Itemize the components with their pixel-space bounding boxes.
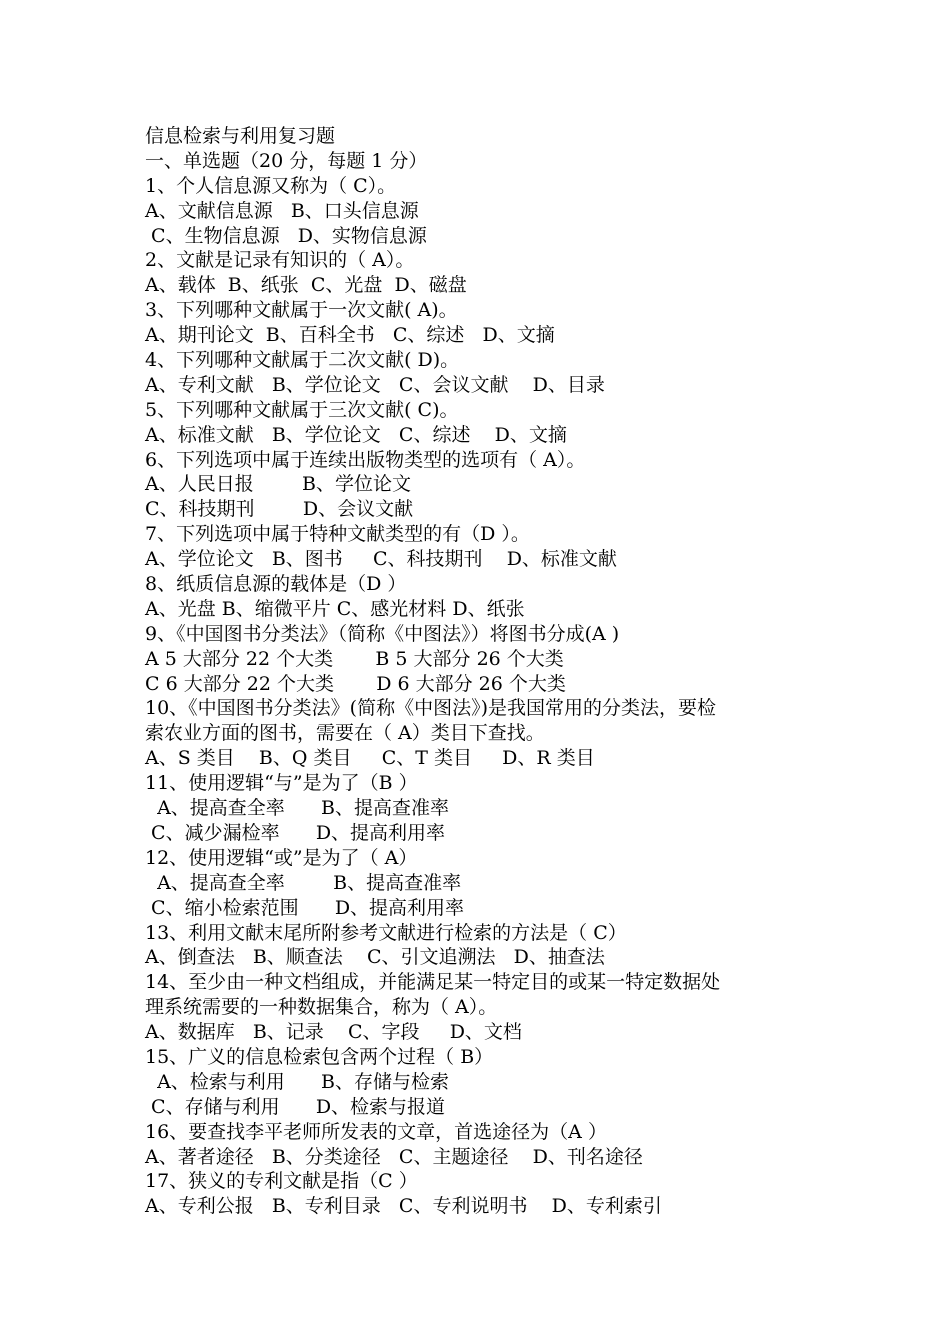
question-2-options: A、载体 B、纸张 C、光盘 D、磁盘 — [145, 274, 467, 297]
question-11-options-c-d: C、减少漏检率 D、提高利用率 — [145, 821, 446, 844]
question-1-options-c-d: C、生物信息源 D、实物信息源 — [145, 224, 427, 247]
question-14-continued: 理系统需要的一种数据集合，称为（ A）。 — [145, 996, 498, 1019]
question-4: 4、下列哪种文献属于二次文献( D)。 — [145, 349, 460, 372]
question-14: 14、至少由一种文档组成，并能满足某一特定目的或某一特定数据处 — [145, 971, 721, 994]
question-1-options-a-b: A、文献信息源 B、口头信息源 — [145, 199, 419, 222]
question-8: 8、纸质信息源的载体是（D ） — [145, 573, 407, 596]
question-5: 5、下列哪种文献属于三次文献( C)。 — [145, 398, 459, 421]
question-12: 12、使用逻辑“或”是为了（ A） — [145, 846, 418, 869]
question-2: 2、文献是记录有知识的（ A）。 — [145, 249, 415, 272]
question-10: 10、《中国图书分类法》(简称《中图法》)是我国常用的分类法，要检 — [145, 697, 717, 720]
question-15: 15、广义的信息检索包含两个过程（ B） — [145, 1045, 494, 1068]
question-7-options: A、学位论文 B、图书 C、科技期刊 D、标准文献 — [145, 548, 617, 571]
question-14-options: A、数据库 B、记录 C、字段 D、文档 — [145, 1021, 522, 1044]
question-13-options: A、倒查法 B、顺查法 C、引文追溯法 D、抽查法 — [145, 946, 605, 969]
section-heading: 一、单选题（20 分，每题 1 分） — [145, 149, 428, 172]
question-9: 9、《中国图书分类法》（简称《中图法》）将图书分成(A ) — [145, 622, 620, 645]
question-17-options: A、专利公报 B、专利目录 C、专利说明书 D、专利索引 — [145, 1195, 662, 1218]
question-3: 3、下列哪种文献属于一次文献( A)。 — [145, 299, 458, 322]
question-15-options-a-b: A、检索与利用 B、存储与检索 — [145, 1070, 450, 1093]
question-11: 11、使用逻辑“与”是为了（B ） — [145, 772, 418, 795]
question-17: 17、狭义的专利文献是指（C ） — [145, 1170, 418, 1193]
question-6: 6、下列选项中属于连续出版物类型的选项有（ A）。 — [145, 448, 586, 471]
question-7: 7、下列选项中属于特种文献类型的有（D ）。 — [145, 523, 530, 546]
question-13: 13、利用文献末尾所附参考文献进行检索的方法是（ C） — [145, 921, 627, 944]
question-10-continued: 索农业方面的图书，需要在（ A）类目下查找。 — [145, 722, 545, 745]
question-4-options: A、专利文献 B、学位论文 C、会议文献 D、目录 — [145, 373, 605, 396]
question-12-options-c-d: C、缩小检索范围 D、提高利用率 — [145, 896, 465, 919]
question-6-options-c-d: C、科技期刊 D、会议文献 — [145, 498, 414, 521]
question-8-options: A、光盘 B、缩微平片 C、感光材料 D、纸张 — [145, 597, 525, 620]
document-body — [145, 124, 825, 1219]
question-3-options: A、期刊论文 B、百科全书 C、综述 D、文摘 — [145, 324, 555, 347]
question-11-options-a-b: A、提高查全率 B、提高查准率 — [145, 797, 450, 820]
question-5-options: A、标准文献 B、学位论文 C、综述 D、文摘 — [145, 423, 567, 446]
question-9-options-c-d: C 6 大部分 22 个大类 D 6 大部分 26 个大类 — [145, 672, 566, 695]
question-6-options-a-b: A、人民日报 B、学位论文 — [145, 473, 412, 496]
question-16: 16、要查找李平老师所发表的文章，首选途径为（A ） — [145, 1120, 607, 1143]
question-16-options: A、著者途径 B、分类途径 C、主题途径 D、刊名途径 — [145, 1145, 643, 1168]
document-title: 信息检索与利用复习题 — [145, 125, 336, 147]
question-15-options-c-d: C、存储与利用 D、检索与报道 — [145, 1095, 446, 1118]
question-1: 1、个人信息源又称为（ C）。 — [145, 174, 397, 197]
question-9-options-a-b: A 5 大部分 22 个大类 B 5 大部分 26 个大类 — [145, 647, 564, 670]
question-10-options: A、S 类目 B、Q 类目 C、T 类目 D、R 类目 — [145, 747, 595, 770]
question-12-options-a-b: A、提高查全率 B、提高查准率 — [145, 871, 462, 894]
